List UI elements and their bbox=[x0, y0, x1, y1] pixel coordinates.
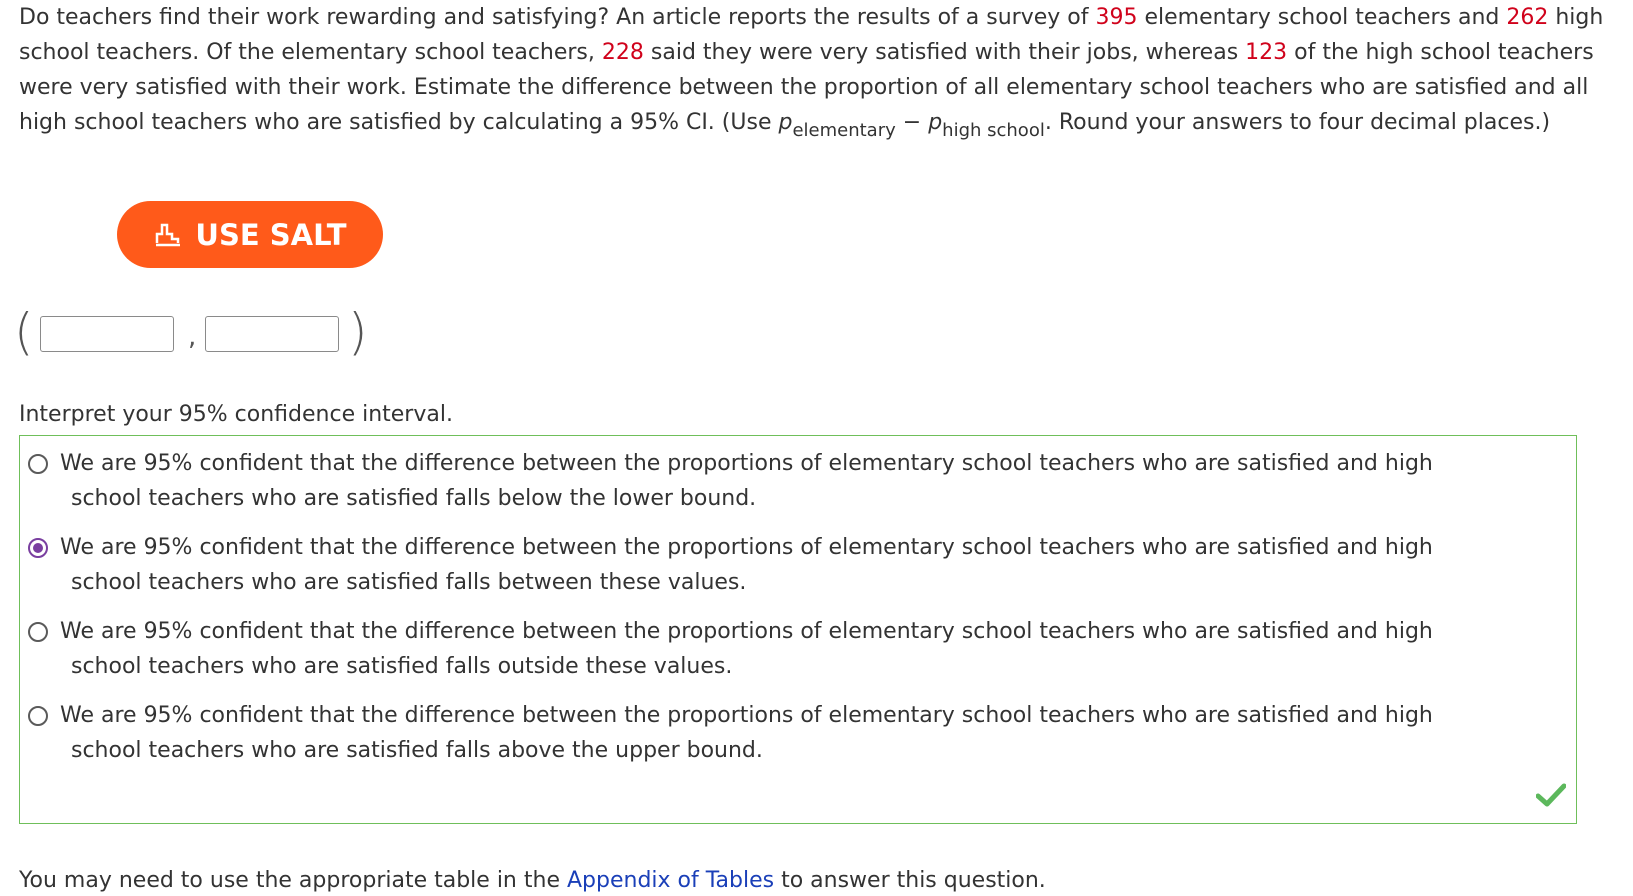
interpretation-options bbox=[19, 435, 1577, 824]
high-school-sample-size: 262 bbox=[1506, 5, 1549, 30]
appendix-of-tables-link[interactable]: Appendix of Tables bbox=[566, 868, 775, 893]
ci-lower-bound-input[interactable] bbox=[40, 316, 174, 352]
question-part-4: said they were very satisfied with their jobs, whereas bbox=[643, 40, 1246, 65]
elementary-sample-size: 395 bbox=[1095, 5, 1138, 30]
p-symbol-elementary: p bbox=[778, 110, 793, 135]
option-text-line-2: school teachers who are satisfied falls between these values. bbox=[71, 570, 747, 595]
option-text-line-2: school teachers who are satisfied falls outside these values. bbox=[71, 654, 733, 679]
elementary-satisfied-count: 228 bbox=[601, 40, 644, 65]
option-text-line-1: We are 95% confident that the difference between the proportions of elementary school teachers who are satisfied and high bbox=[60, 535, 1433, 560]
salt-chart-icon bbox=[153, 220, 183, 250]
open-parenthesis: ( bbox=[14, 303, 34, 361]
question-part-1: Do teachers find their work rewarding and satisfying? An article reports the results of a survey of bbox=[19, 5, 1096, 30]
option-text-line-1: We are 95% confident that the difference between the proportions of elementary school teachers who are satisfied and high bbox=[60, 451, 1433, 476]
use-salt-label: USE SALT bbox=[195, 217, 347, 252]
radio-button-selected[interactable] bbox=[28, 538, 48, 558]
radio-button[interactable] bbox=[28, 622, 48, 642]
option-text-line-1: We are 95% confident that the difference between the proportions of elementary school teachers who are satisfied and high bbox=[60, 619, 1433, 644]
question-part-5: of the high school teachers were very satisfied with their work. Estimate the difference between the proportion of all elementary school teachers who are satisfied and all high school teachers who are satisfied by calculating a 95% CI. (Use bbox=[19, 40, 1594, 135]
option-text-line-2: school teachers who are satisfied falls below the lower bound. bbox=[71, 486, 757, 511]
ci-upper-bound-input[interactable] bbox=[205, 316, 339, 352]
radio-button[interactable] bbox=[28, 706, 48, 726]
subscript-high-school: high school bbox=[942, 120, 1045, 141]
ci-comma: , bbox=[188, 322, 197, 352]
confidence-interval-row bbox=[14, 303, 374, 364]
appendix-note-after: to answer this question. bbox=[774, 868, 1046, 893]
minus-sign: − bbox=[895, 110, 929, 135]
check-icon bbox=[1536, 783, 1566, 811]
appendix-note-before: You may need to use the appropriate table in the bbox=[19, 868, 567, 893]
question-text bbox=[19, 0, 1619, 141]
question-part-3: high school teachers. Of the elementary school teachers, bbox=[19, 5, 1604, 65]
interpret-label: Interpret your 95% confidence interval. bbox=[19, 402, 453, 427]
high-school-satisfied-count: 123 bbox=[1245, 40, 1288, 65]
option-text-line-2: school teachers who are satisfied falls above the upper bound. bbox=[71, 738, 763, 763]
p-symbol-high-school: p bbox=[928, 110, 943, 135]
radio-button[interactable] bbox=[28, 454, 48, 474]
option-text-line-1: We are 95% confident that the difference between the proportions of elementary school teachers who are satisfied and high bbox=[60, 703, 1433, 728]
question-part-6: . Round your answers to four decimal places.) bbox=[1044, 110, 1551, 135]
close-parenthesis: ) bbox=[348, 303, 368, 361]
use-salt-button[interactable] bbox=[117, 201, 383, 268]
subscript-elementary: elementary bbox=[792, 120, 896, 141]
question-part-2: elementary school teachers and bbox=[1137, 5, 1507, 30]
appendix-note bbox=[19, 866, 1046, 896]
